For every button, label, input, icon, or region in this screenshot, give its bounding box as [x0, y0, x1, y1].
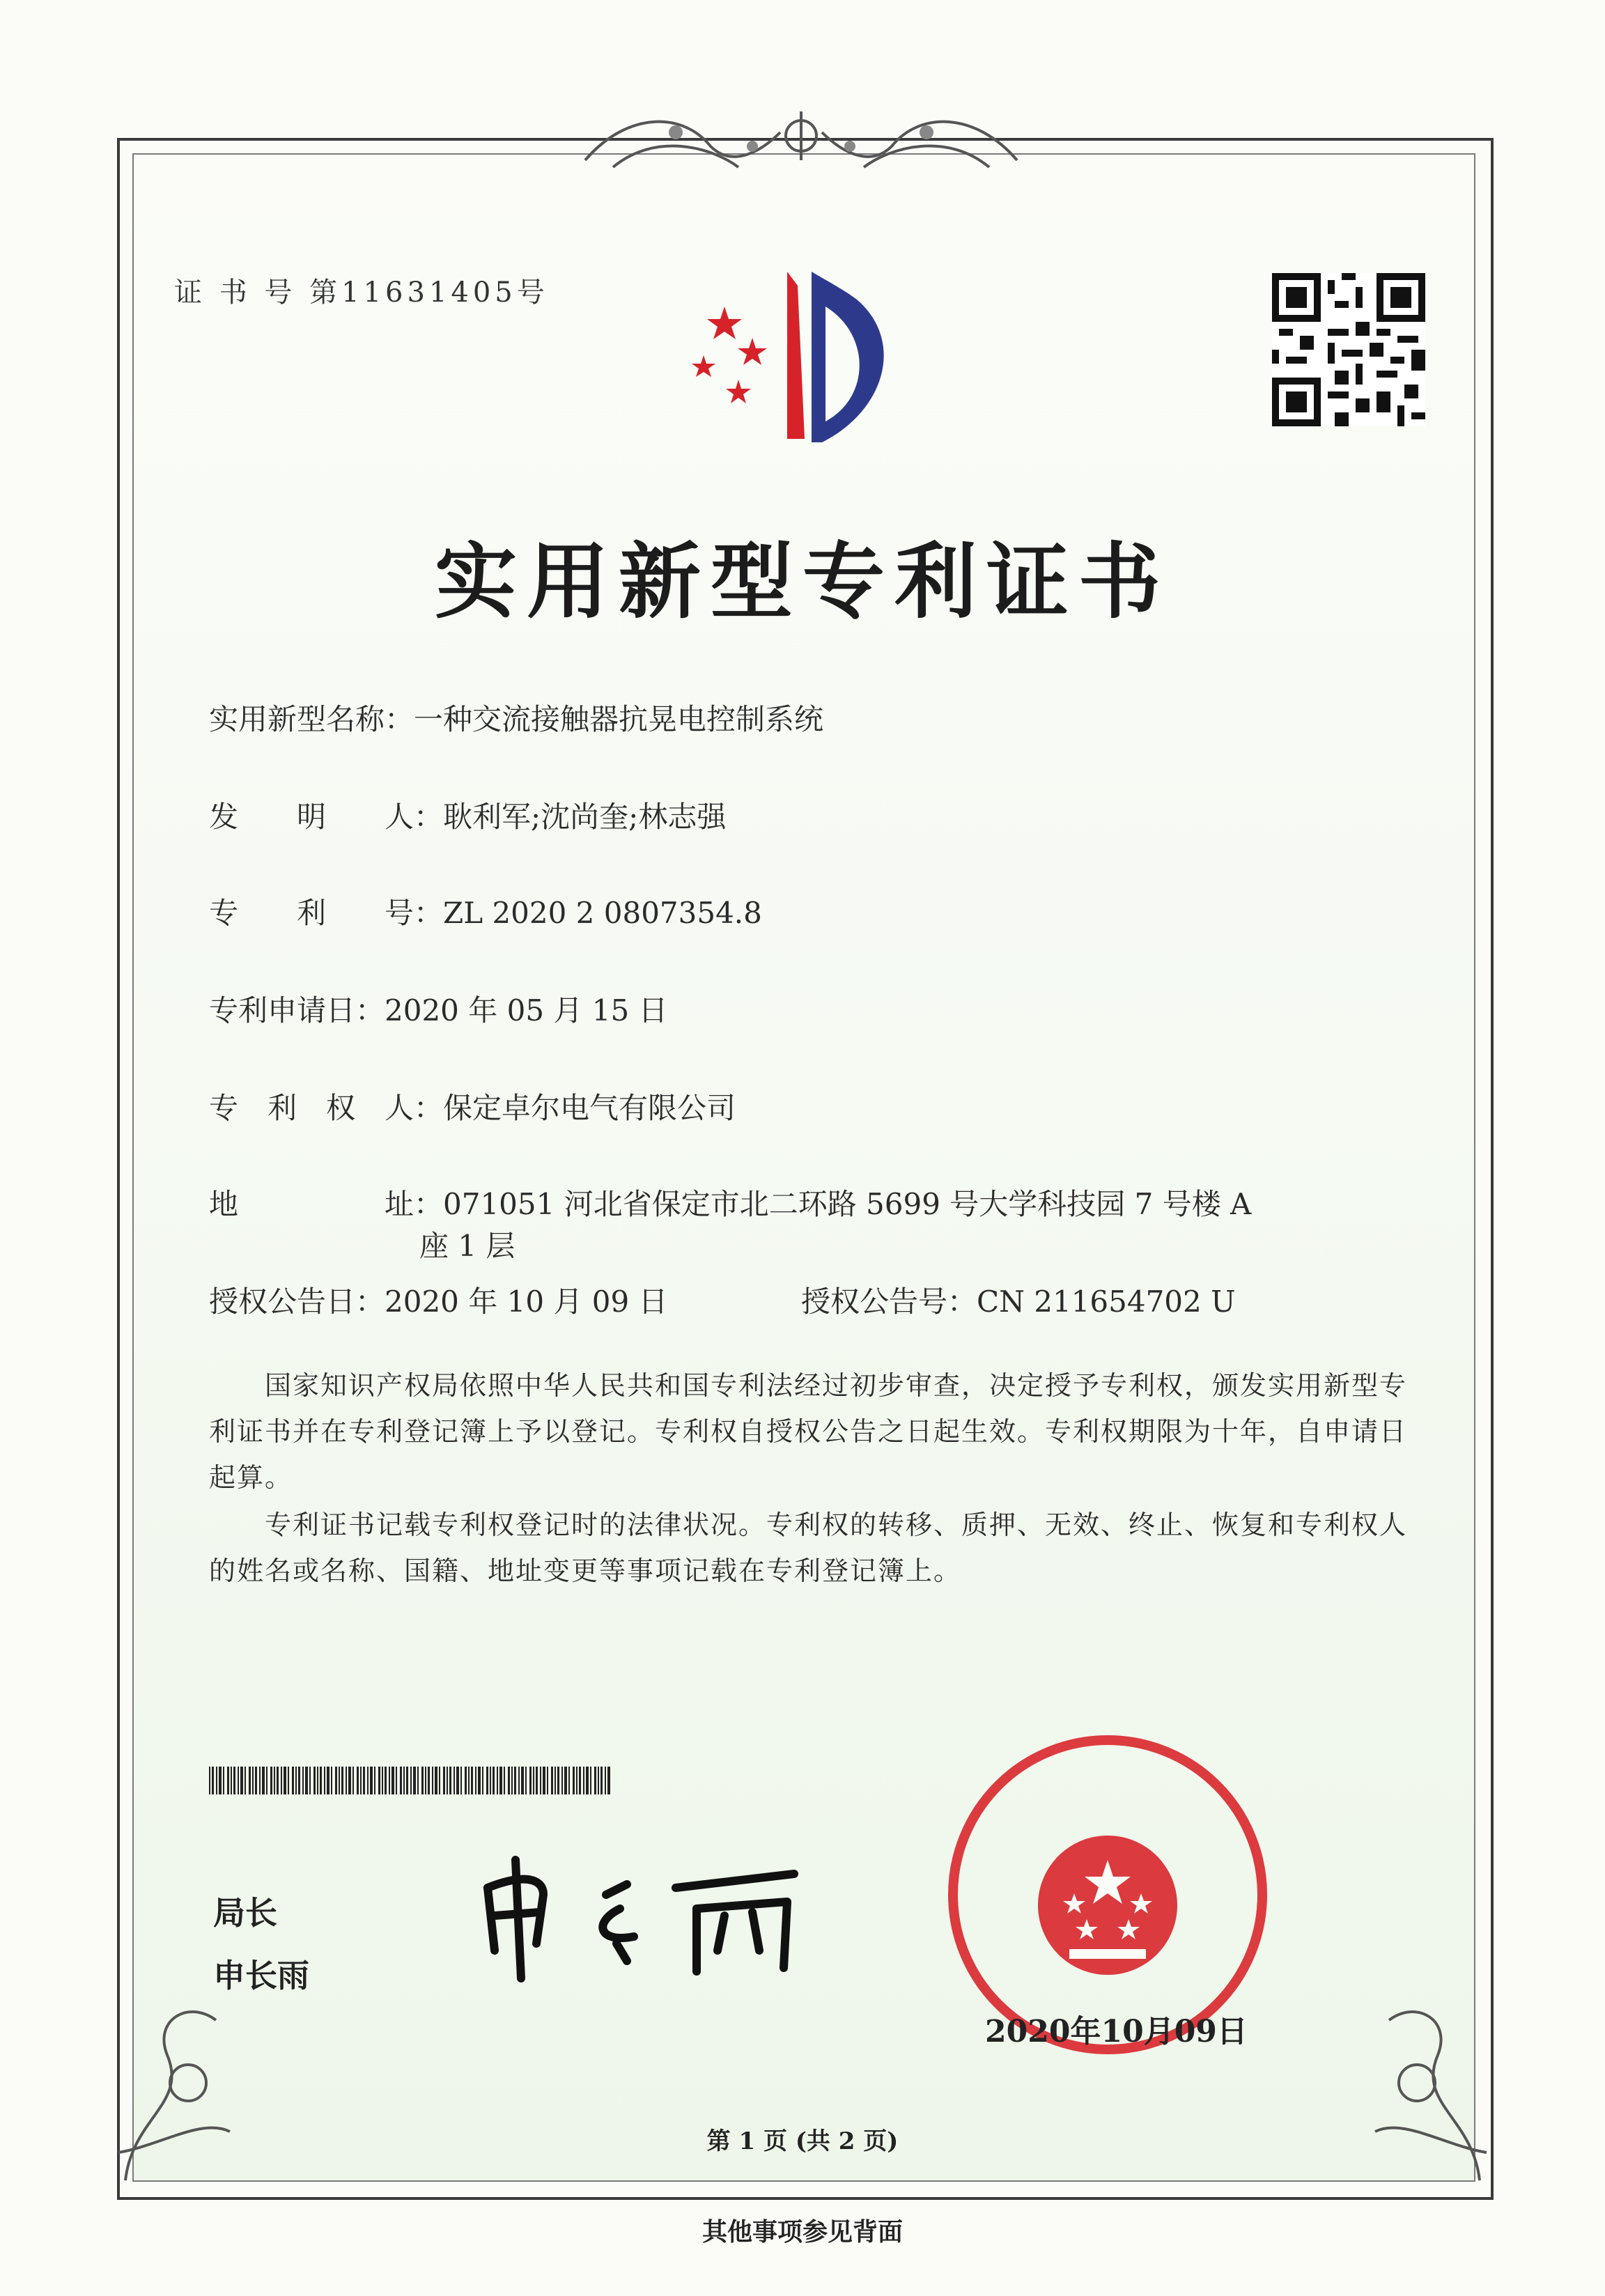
handwritten-signature-icon — [467, 1846, 829, 1985]
top-ornament-icon — [571, 104, 1031, 181]
field-application-date — [209, 988, 668, 1030]
page-number: 第 1 页 (共 2 页) — [706, 2127, 899, 2155]
barcode-icon — [209, 1767, 613, 1794]
field-value: ZL 2020 2 0807354.8 — [443, 896, 762, 930]
field-inventor — [209, 794, 726, 836]
certificate-number: 证 书 号 第11631405号 — [174, 277, 549, 309]
field-value: 一种交流接触器抗晃电控制系统 — [414, 702, 824, 736]
signatory-name: 申长雨 — [213, 1957, 309, 1994]
field-value: CN 211654702 U — [977, 1285, 1236, 1319]
field-label: 授权公告号： — [801, 1285, 977, 1319]
field-address — [209, 1181, 1251, 1223]
field-value: 071051 河北省保定市北二环路 5699 号大学科技园 7 号楼 A — [443, 1187, 1252, 1221]
field-label: 发 明 人： — [209, 800, 444, 834]
seal-date: 2020年10月09日 — [985, 2014, 1248, 2049]
field-utility-model-name — [209, 697, 823, 738]
qr-code-icon — [1272, 273, 1425, 426]
footer-note: 其他事项参见背面 — [701, 2217, 903, 2247]
field-label: 授权公告日： — [209, 1285, 385, 1319]
field-label: 实用新型名称： — [209, 702, 414, 736]
bottom-right-ornament-icon — [1347, 1978, 1501, 2187]
field-value: 2020 年 10 月 09 日 — [385, 1285, 668, 1319]
signatory-title: 局长 — [213, 1894, 277, 1932]
field-label: 地 址： — [209, 1187, 444, 1221]
field-label: 专 利 权 人： — [209, 1091, 444, 1125]
field-value: 2020 年 05 月 15 日 — [385, 993, 668, 1027]
field-value: 耿利军;沈尚奎;林志强 — [443, 800, 727, 834]
field-address-line2: 座 1 层 — [419, 1229, 515, 1263]
field-patent-number — [209, 890, 762, 932]
bottom-left-ornament-icon — [104, 1978, 258, 2187]
patent-office-emblem-icon — [683, 258, 920, 453]
field-label: 专利申请日： — [209, 993, 385, 1027]
field-value: 保定卓尔电气有限公司 — [443, 1091, 736, 1125]
statement-paragraph-2: 专利证书记载专利权登记时的法律状况。专利权的转移、质押、无效、终止、恢复和专利权人的姓名或名称、国籍、地址变更等事项记载在专利登记簿上。 — [209, 1510, 1408, 1586]
certificate-title: 实用新型专利证书 — [434, 533, 1170, 630]
field-patentee — [209, 1085, 736, 1127]
field-grant-number — [801, 1279, 1236, 1321]
statement-paragraph-1: 国家知识产权局依照中华人民共和国专利法经过初步审查，决定授予专利权，颁发实用新型专利证书并在专利登记簿上予以登记。专利权自授权公告之日起生效。专利权期限为十年，自申请日起算。 — [209, 1370, 1408, 1493]
field-grant-date — [209, 1279, 668, 1321]
field-label: 专 利 号： — [209, 896, 444, 930]
